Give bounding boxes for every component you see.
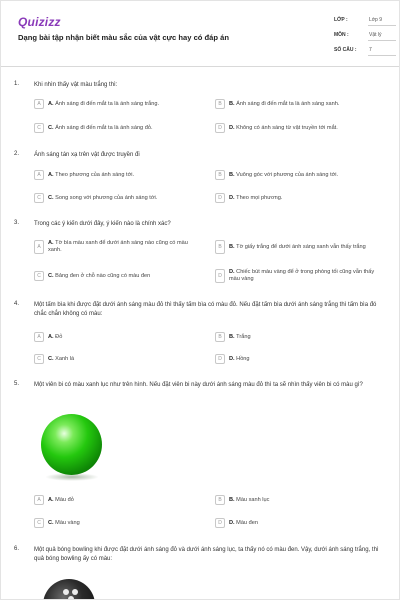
option-letter-bold: D: [229, 124, 234, 131]
option-letter-bold: D: [229, 355, 234, 362]
green-ball-image: [41, 414, 102, 475]
option-c[interactable]: C C. Xanh lá: [34, 354, 195, 364]
option-text: Ánh sáng đi đến mắt ta là ánh sáng đỏ.: [55, 124, 153, 131]
option-letter: B: [215, 332, 225, 342]
option-letter: D: [215, 269, 225, 283]
meta-label: MÔN :: [334, 32, 349, 38]
meta-label: SỐ CÂU :: [334, 47, 357, 53]
option-letter: A: [34, 332, 44, 342]
option-letter-bold: A: [48, 496, 53, 503]
question-number: 6.: [14, 546, 20, 552]
option-b[interactable]: B B. Ánh sáng đi đến mắt ta là ánh sáng xanh.: [215, 99, 376, 109]
option-text: Chiếc bút màu vàng để ở trong phòng tối cũng vẫn thấy màu vàng: [229, 269, 375, 282]
quizizz-logo: Quizizz: [18, 15, 61, 29]
option-letter-bold: C: [48, 194, 53, 201]
option-letter: D: [215, 193, 225, 203]
option-letter: C: [34, 354, 44, 364]
option-b[interactable]: B B. Vuông góc với phương của ánh sáng tới.: [215, 170, 376, 180]
question-text: Khi nhìn thấy vật màu trắng thì:: [34, 82, 118, 88]
option-letter: C: [34, 271, 44, 281]
bowling-ball-image: [43, 579, 95, 600]
option-letter-bold: A: [48, 333, 53, 340]
option-letter: B: [215, 495, 225, 505]
option-text: Đỏ: [55, 333, 63, 340]
option-letter: B: [215, 170, 225, 180]
option-text: Trắng: [236, 333, 251, 340]
option-letter-bold: A: [48, 240, 53, 246]
option-letter: A: [34, 495, 44, 505]
option-text: Tờ bìa màu xanh để dưới ánh sáng nào cũng có màu xanh.: [48, 240, 188, 253]
question-number: 1.: [14, 81, 20, 87]
option-letter: C: [34, 193, 44, 203]
question-text: Một tấm bìa khi được đặt dưới ánh sáng màu đỏ thì thấy tấm bìa có màu đỏ. Nếu đặt tấm bìa dưới ánh sáng trắng thì tấm bìa đó chắc chắn không có màu:: [34, 302, 377, 317]
option-text: Ánh sáng đi đến mắt ta là ánh sáng xanh.: [236, 100, 340, 107]
option-text: Song song với phương của ánh sáng tới.: [55, 194, 158, 201]
option-text: Tờ giấy trắng để dưới ánh sáng xanh vẫn thấy trắng: [236, 243, 366, 250]
option-a[interactable]: A A. Đỏ: [34, 332, 195, 342]
meta-value: 7: [368, 47, 396, 56]
option-letter: A: [34, 170, 44, 180]
option-text: Theo mọi phương.: [236, 194, 283, 201]
option-a[interactable]: A A. Tờ bìa màu xanh để dưới ánh sáng nào cũng có màu xanh.: [34, 240, 195, 254]
option-letter: A: [34, 99, 44, 109]
option-letter-bold: C: [48, 355, 53, 362]
option-a[interactable]: A A. Theo phương của ánh sáng tới.: [34, 170, 195, 180]
option-c[interactable]: C C. Bảng đen ở chỗ nào cũng có màu đen: [34, 271, 195, 281]
option-d[interactable]: D D. Chiếc bút màu vàng để ở trong phòng tối cũng vẫn thấy màu vàng: [215, 269, 376, 283]
option-letter: C: [34, 123, 44, 133]
option-letter-bold: A: [48, 100, 53, 107]
option-text: Màu vàng: [55, 519, 80, 526]
option-text: Màu xanh lục: [236, 496, 270, 503]
option-letter: D: [215, 518, 225, 528]
question-text: Một viên bi có màu xanh lục như trên hình. Nếu đặt viên bi này dưới ánh sáng màu đỏ thì ta sẽ nhìn thấy viên bi có màu gì?: [34, 382, 363, 388]
option-c[interactable]: C C. Ánh sáng đi đến mắt ta là ánh sáng đỏ.: [34, 123, 195, 133]
option-text: Không có ánh sáng từ vật truyền tới mắt.: [236, 124, 338, 131]
option-letter: D: [215, 123, 225, 133]
option-letter-bold: C: [48, 124, 53, 131]
option-letter-bold: B: [229, 243, 234, 250]
option-letter-bold: C: [48, 272, 53, 279]
option-letter: C: [34, 518, 44, 528]
option-c[interactable]: C C. Màu vàng: [34, 518, 195, 528]
meta-value: Vật lý: [368, 32, 396, 41]
question-text: Một quả bóng bowling khi được đặt dưới ánh sáng đỏ và dưới ánh sáng lục, ta thấy nó có màu đen. Vậy, dưới ánh sáng trắng, thì quả bóng bowling ấy có màu:: [34, 547, 379, 562]
question-number: 3.: [14, 220, 20, 226]
option-text: Vuông góc với phương của ánh sáng tới.: [236, 171, 339, 178]
option-b[interactable]: B B. Màu xanh lục: [215, 495, 376, 505]
option-text: Màu đen: [236, 519, 258, 526]
option-b[interactable]: B B. Tờ giấy trắng để dưới ánh sáng xanh vẫn thấy trắng: [215, 240, 376, 254]
option-letter-bold: D: [229, 194, 234, 201]
option-b[interactable]: B B. Trắng: [215, 332, 376, 342]
question-number: 5.: [14, 381, 20, 387]
option-letter: A: [34, 240, 44, 254]
option-letter-bold: B: [229, 496, 234, 503]
option-text: Hồng: [236, 355, 250, 362]
option-letter-bold: D: [229, 269, 234, 275]
option-letter-bold: A: [48, 171, 53, 178]
option-d[interactable]: D D. Không có ánh sáng từ vật truyền tới mắt.: [215, 123, 376, 133]
option-letter-bold: D: [229, 519, 234, 526]
option-d[interactable]: D D. Theo mọi phương.: [215, 193, 376, 203]
option-a[interactable]: A A. Màu đỏ: [34, 495, 195, 505]
option-letter-bold: C: [48, 519, 53, 526]
option-letter-bold: B: [229, 333, 234, 340]
option-text: Màu đỏ: [55, 496, 74, 503]
page-title: Dạng bài tập nhận biết màu sắc của vật cực hay có đáp án: [18, 33, 230, 42]
question-text: Trong các ý kiến dưới đây, ý kiến nào là chính xác?: [34, 221, 171, 227]
question-number: 4.: [14, 301, 20, 307]
option-letter: D: [215, 354, 225, 364]
option-text: Ánh sáng đi đến mắt ta là ánh sáng trắng.: [55, 100, 160, 107]
question-text: Ánh sáng tán xạ trên vật được truyền đi: [34, 152, 140, 158]
option-text: Xanh lá: [55, 355, 75, 362]
option-d[interactable]: D D. Màu đen: [215, 518, 376, 528]
meta-value: Lớp 9: [368, 17, 396, 26]
option-c[interactable]: C C. Song song với phương của ánh sáng tới.: [34, 193, 195, 203]
option-a[interactable]: A A. Ánh sáng đi đến mắt ta là ánh sáng trắng.: [34, 99, 195, 109]
worksheet-header: [1, 1, 400, 67]
option-text: Theo phương của ánh sáng tới.: [55, 171, 135, 178]
meta-label: LỚP :: [334, 17, 348, 23]
option-letter: B: [215, 99, 225, 109]
option-d[interactable]: D D. Hồng: [215, 354, 376, 364]
option-letter-bold: B: [229, 171, 234, 178]
question-number: 2.: [14, 151, 20, 157]
option-letter-bold: B: [229, 100, 234, 107]
option-text: Bảng đen ở chỗ nào cũng có màu đen: [55, 272, 151, 279]
option-letter: B: [215, 240, 225, 254]
